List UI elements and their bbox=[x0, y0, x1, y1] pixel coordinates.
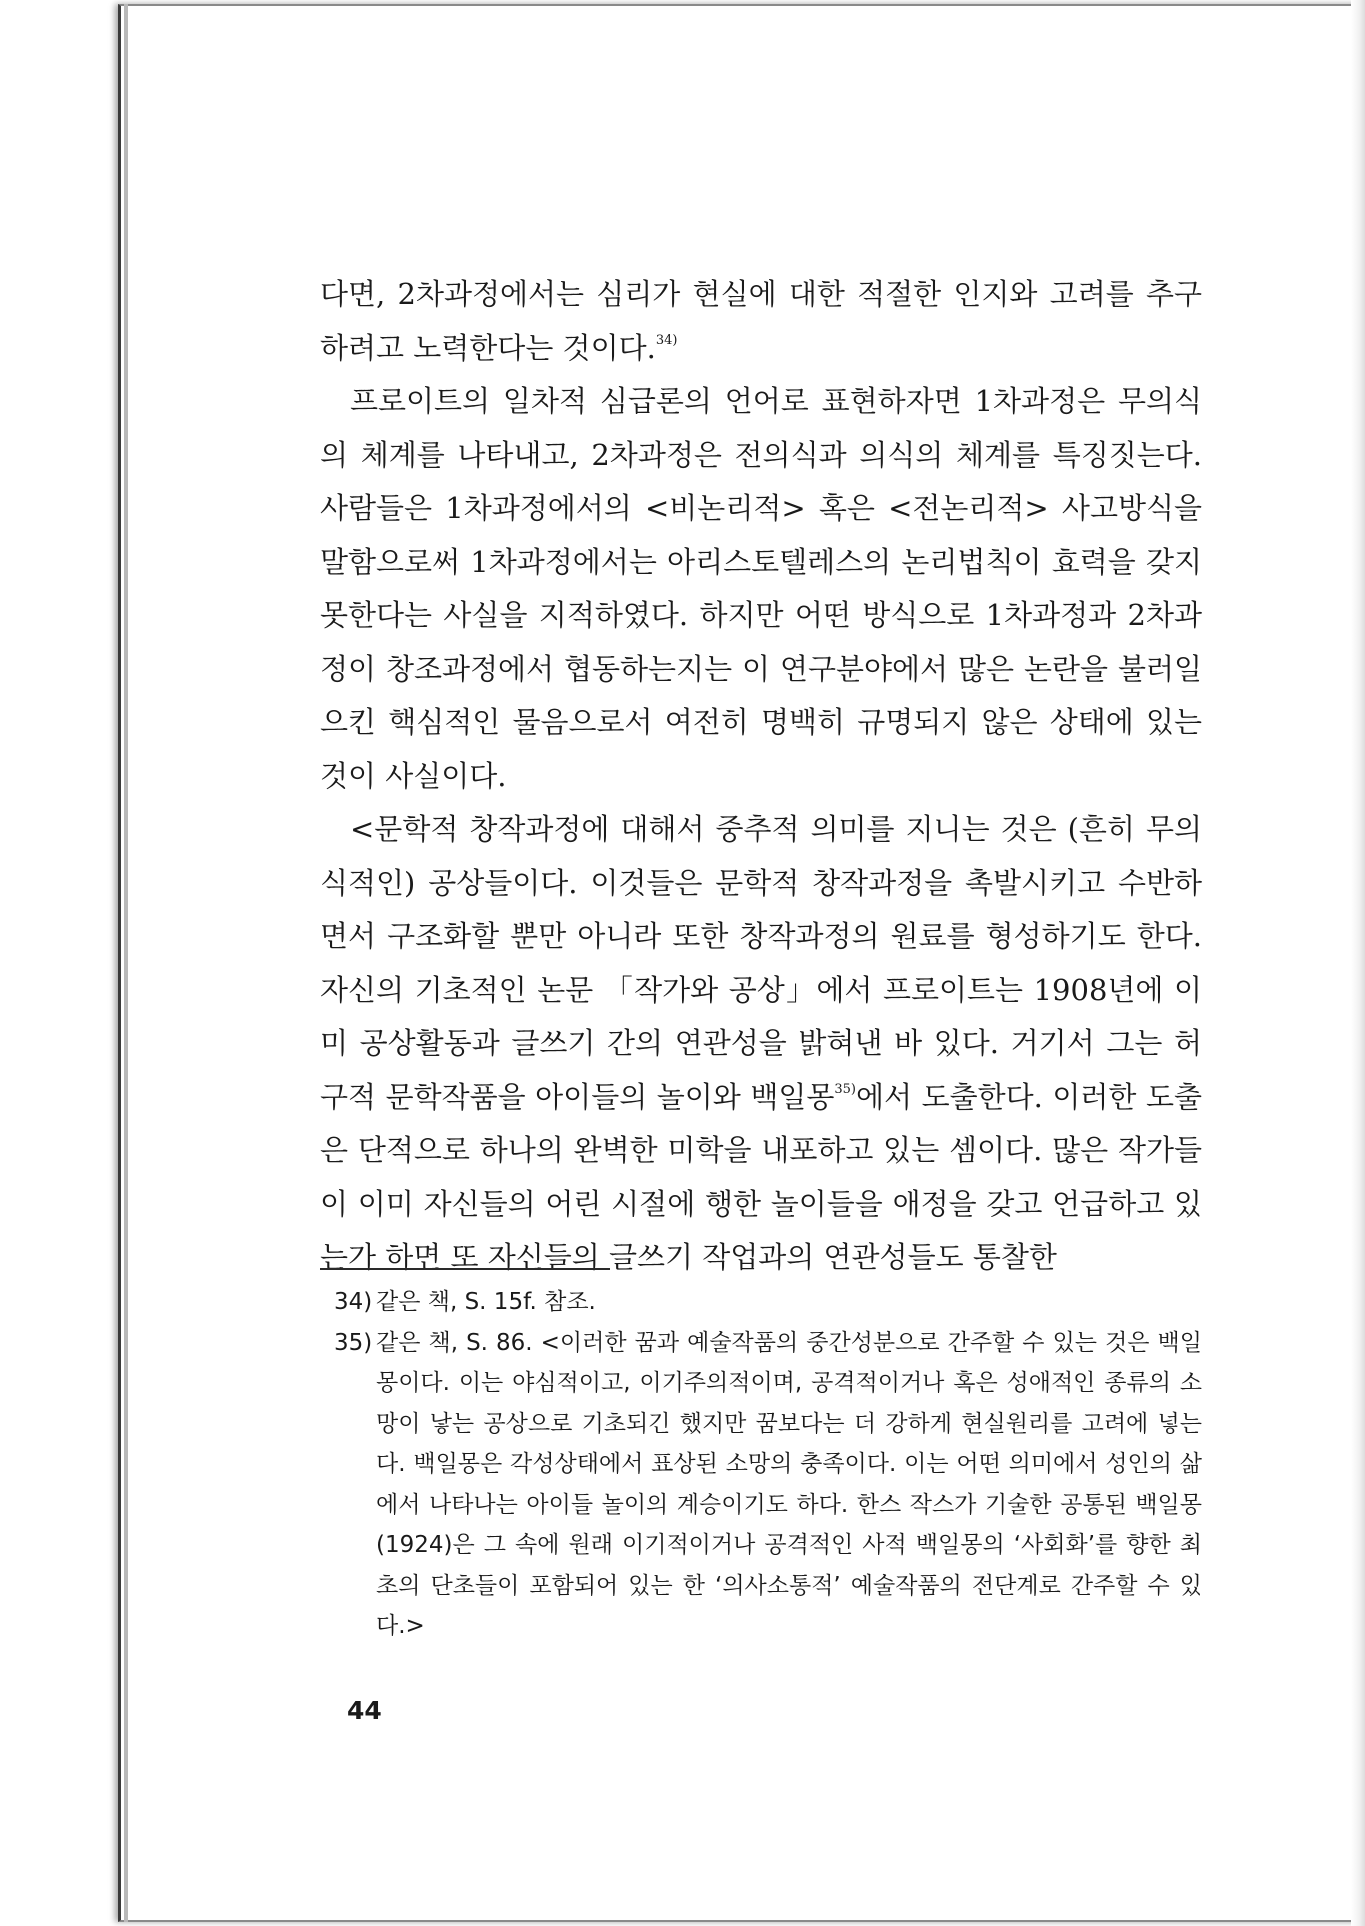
footnote-text: 같은 책, S. 15f. 참조. bbox=[376, 1289, 596, 1315]
footnotes bbox=[334, 1282, 1202, 1647]
paragraph-1-text: 다면, 2차과정에서는 심리가 현실에 대한 적절한 인지와 고려를 추구하려고 노력한다는 것이다. bbox=[320, 277, 1202, 365]
paragraph-1 bbox=[320, 268, 1202, 375]
footnote-text: 같은 책, S. 86. <이러한 꿈과 예술작품의 중간성분으로 간주할 수 있는 것은 백일몽이다. 이는 야심적이고, 이기주의적이며, 공격적이거나 혹은 성애적인 종류의 소망이 낳는 공상으로 기초되긴 했지만 꿈보다는 더 강하게 현실원리를 고려에 넣는다. 백일몽은 각성상태에서 표상된 소망의 충족이다. 이는 어떤 의미에서 성인의 삶에서 나타나는 아이들 놀이의 계승이기도 하다. 한스 작스가 기술한 공통된 백일몽(1924)은 그 속에 원래 이기적이거나 공격적인 사적 백일몽의 ‘사회화’를 향한 최초의 단초들이 포함되어 있는 한 ‘의사소통적’ 예술작품의 전단계로 간주할 수 있다.> bbox=[376, 1329, 1202, 1639]
footnote-34 bbox=[334, 1282, 1202, 1323]
paragraph-2 bbox=[320, 375, 1202, 803]
paragraph-2-text: 프로이트의 일차적 심급론의 언어로 표현하자면 1차과정은 무의식의 체계를 나타내고, 2차과정은 전의식과 의식의 체계를 특징짓는다. 사람들은 1차과정에서의 <비논리적> 혹은 <전논리적> 사고방식을 말함으로써 1차과정에서는 아리스토텔레스의 논리법칙이 효력을 갖지 못한다는 사실을 지적하였다. 하지만 어떤 방식으로 1차과정과 2차과정이 창조과정에서 협동하는지는 이 연구분야에서 많은 논란을 불러일으킨 핵심적인 물음으로서 여전히 명백히 규명되지 않은 상태에 있는 것이 사실이다. bbox=[320, 384, 1202, 793]
footnote-divider bbox=[320, 1268, 610, 1270]
footnote-ref-34: 34) bbox=[655, 332, 678, 348]
page-number: 44 bbox=[347, 1696, 382, 1725]
footnote-number: 35) bbox=[334, 1329, 373, 1356]
main-body-text bbox=[320, 268, 1202, 1285]
footnote-number: 34) bbox=[334, 1289, 373, 1315]
paragraph-3 bbox=[320, 803, 1202, 1285]
page-right-edge bbox=[1351, 0, 1365, 1926]
paragraph-3-text-before: <문학적 창작과정에 대해서 중추적 의미를 지니는 것은 (흔히 무의식적인) 공상들이다. 이것들은 문학적 창작과정을 촉발시키고 수반하면서 구조화할 뿐만 아니라 또한 창작과정의 원료를 형성하기도 한다. 자신의 기초적인 논문 「작가와 공상」에서 프로이트는 1908년에 이미 공상활동과 글쓰기 간의 연관성을 밝혀낸 바 있다. 거기서 그는 허구적 문학작품을 아이들의 놀이와 백일몽 bbox=[320, 812, 1202, 1114]
footnote-ref-35: 35) bbox=[834, 1081, 857, 1097]
footnote-35 bbox=[334, 1323, 1202, 1647]
page-binding-edge bbox=[124, 4, 128, 1922]
paragraph-3-text-after: 에서 도출한다. 이러한 도출은 단적으로 하나의 완벽한 미학을 내포하고 있는 셈이다. 많은 작가들이 이미 자신들의 어린 시절에 행한 놀이들을 애정을 갖고 언급하고 있는가 하면 또 자신들의 글쓰기 작업과의 연관성들도 통찰한 bbox=[320, 1079, 1202, 1274]
